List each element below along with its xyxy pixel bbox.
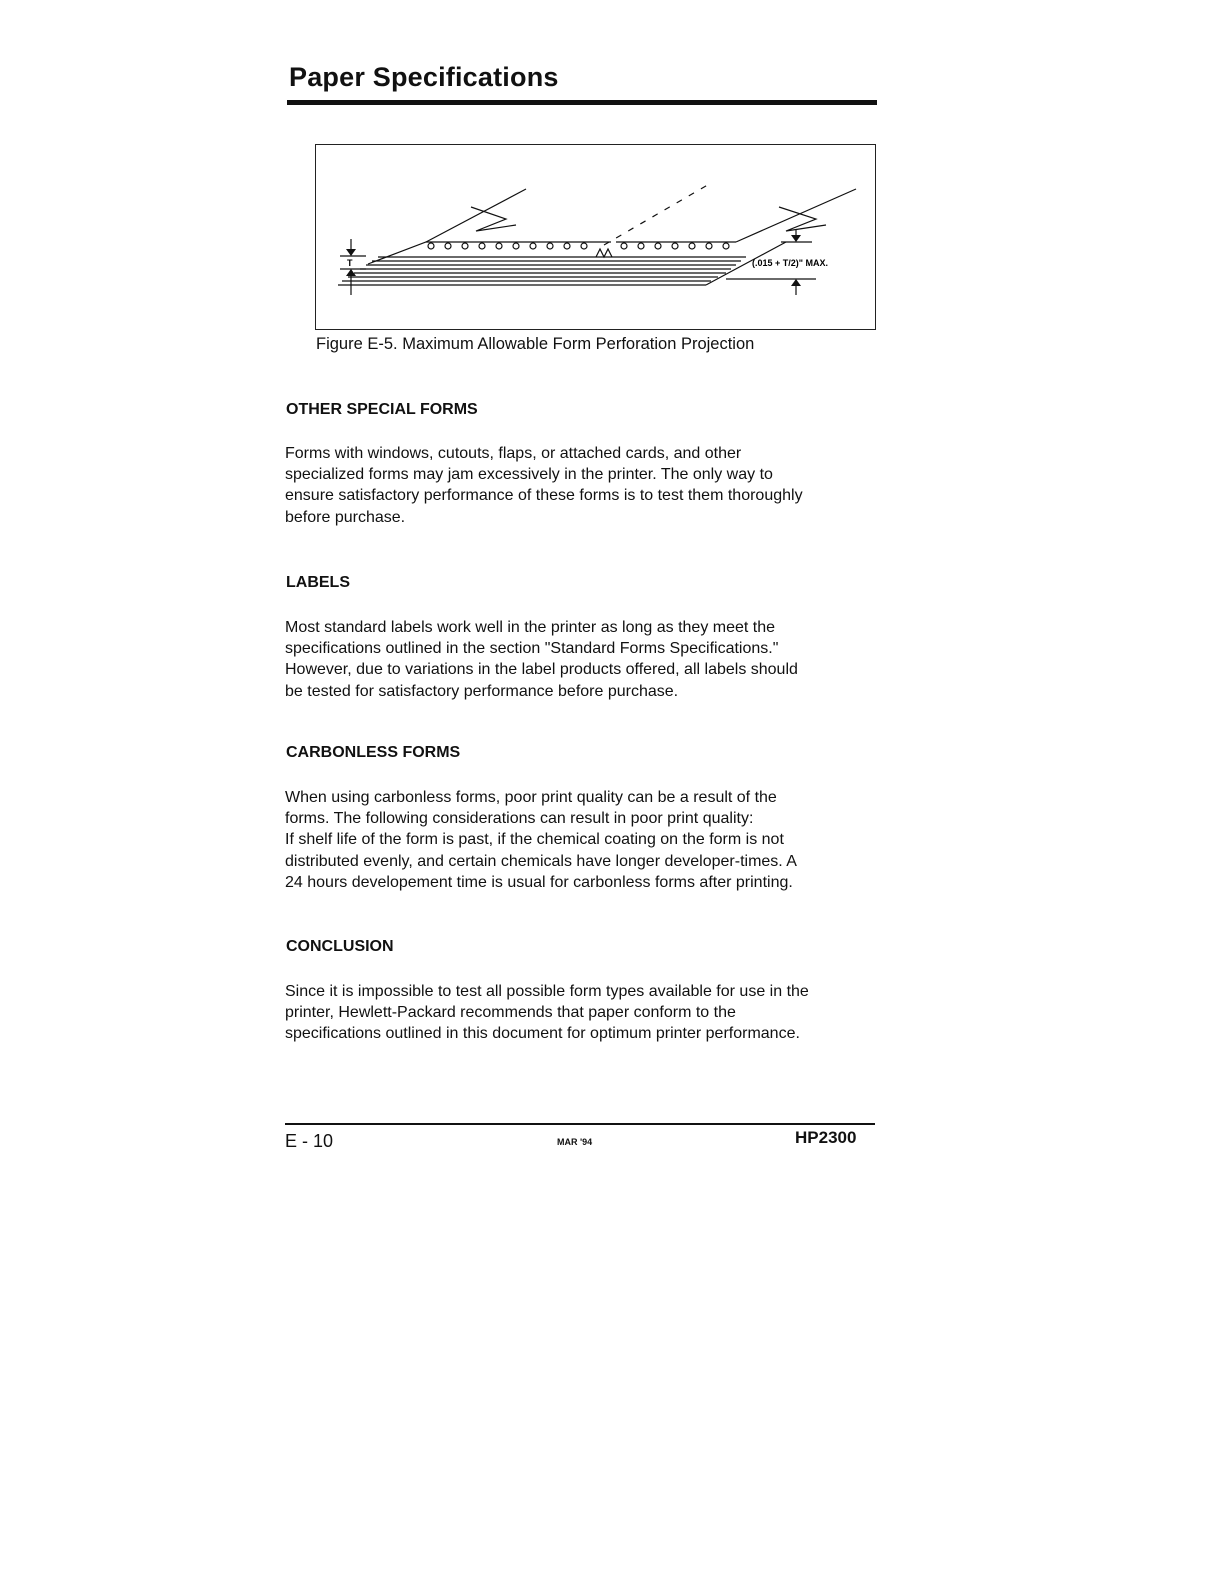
- paragraph-conclusion: [285, 981, 875, 1045]
- footer-page-number: E - 10: [285, 1131, 334, 1151]
- text-line: 24 hours developement time is usual for carbonless forms after printing.: [285, 873, 793, 891]
- perforation-holes: [428, 243, 729, 249]
- text-line: specifications outlined in the section "Standard Forms Specifications.": [285, 640, 779, 658]
- left-break-mark: [426, 189, 526, 242]
- right-break-zigzag: [779, 207, 826, 231]
- text-line: before purchase.: [285, 508, 406, 526]
- page-title: Paper Specifications: [289, 62, 559, 92]
- text-line: When using carbonless forms, poor print quality can be a result of the: [285, 789, 777, 806]
- text-line: be tested for satisfactory performance before purchase.: [285, 682, 679, 700]
- footer-model: HP2300: [795, 1128, 857, 1147]
- max-arrow-head-up: [791, 279, 801, 286]
- text-line: distributed evenly, and certain chemicals have longer developer-times. A: [285, 852, 797, 870]
- text-line: forms. The following considerations can result in poor print quality:: [285, 810, 754, 828]
- heading-carbonless-forms: CARBONLESS FORMS: [286, 744, 461, 761]
- text-line: specifications outlined in this document for optimum printer performance.: [285, 1025, 800, 1043]
- t-arrow-head-down: [346, 249, 356, 256]
- heading-labels: LABELS: [286, 574, 350, 591]
- title-rule: [287, 100, 877, 105]
- heading-other-special-forms: OTHER SPECIAL FORMS: [286, 401, 478, 418]
- text-line: However, due to variations in the label products offered, all labels should: [285, 661, 798, 679]
- perforation-fold-dashed: [604, 183, 711, 245]
- max-label: (.015 + T/2)" MAX.: [752, 258, 829, 268]
- figure-perforation-projection: [315, 144, 876, 330]
- paragraph-carbonless-forms: [285, 787, 875, 893]
- perforation-bump: [596, 249, 612, 257]
- figure-caption: Figure E-5. Maximum Allowable Form Perforation Projection: [316, 335, 755, 353]
- text-line: Forms with windows, cutouts, flaps, or attached cards, and other: [285, 445, 742, 462]
- perforation-diagram: [316, 145, 877, 331]
- left-break-zigzag: [471, 207, 516, 231]
- text-line: specialized forms may jam excessively in the printer. The only way to: [285, 466, 773, 484]
- max-arrow-head-down: [791, 235, 801, 242]
- t-label: T: [347, 258, 353, 268]
- paragraph-labels: [285, 617, 875, 702]
- text-line: printer, Hewlett-Packard recommends that paper conform to the: [285, 1004, 736, 1022]
- paragraph-other-special-forms: [285, 443, 875, 528]
- text-line: ensure satisfactory performance of these forms is to test them thoroughly: [285, 487, 803, 505]
- text-line: If shelf life of the form is past, if the chemical coating on the form is not: [285, 831, 784, 849]
- footer-date: MAR '94: [557, 1137, 593, 1147]
- footer-rule: [285, 1123, 875, 1125]
- heading-conclusion: CONCLUSION: [286, 938, 394, 955]
- text-line: Most standard labels work well in the printer as long as they meet the: [285, 619, 776, 636]
- text-line: Since it is impossible to test all possible form types available for use in the: [285, 983, 809, 1000]
